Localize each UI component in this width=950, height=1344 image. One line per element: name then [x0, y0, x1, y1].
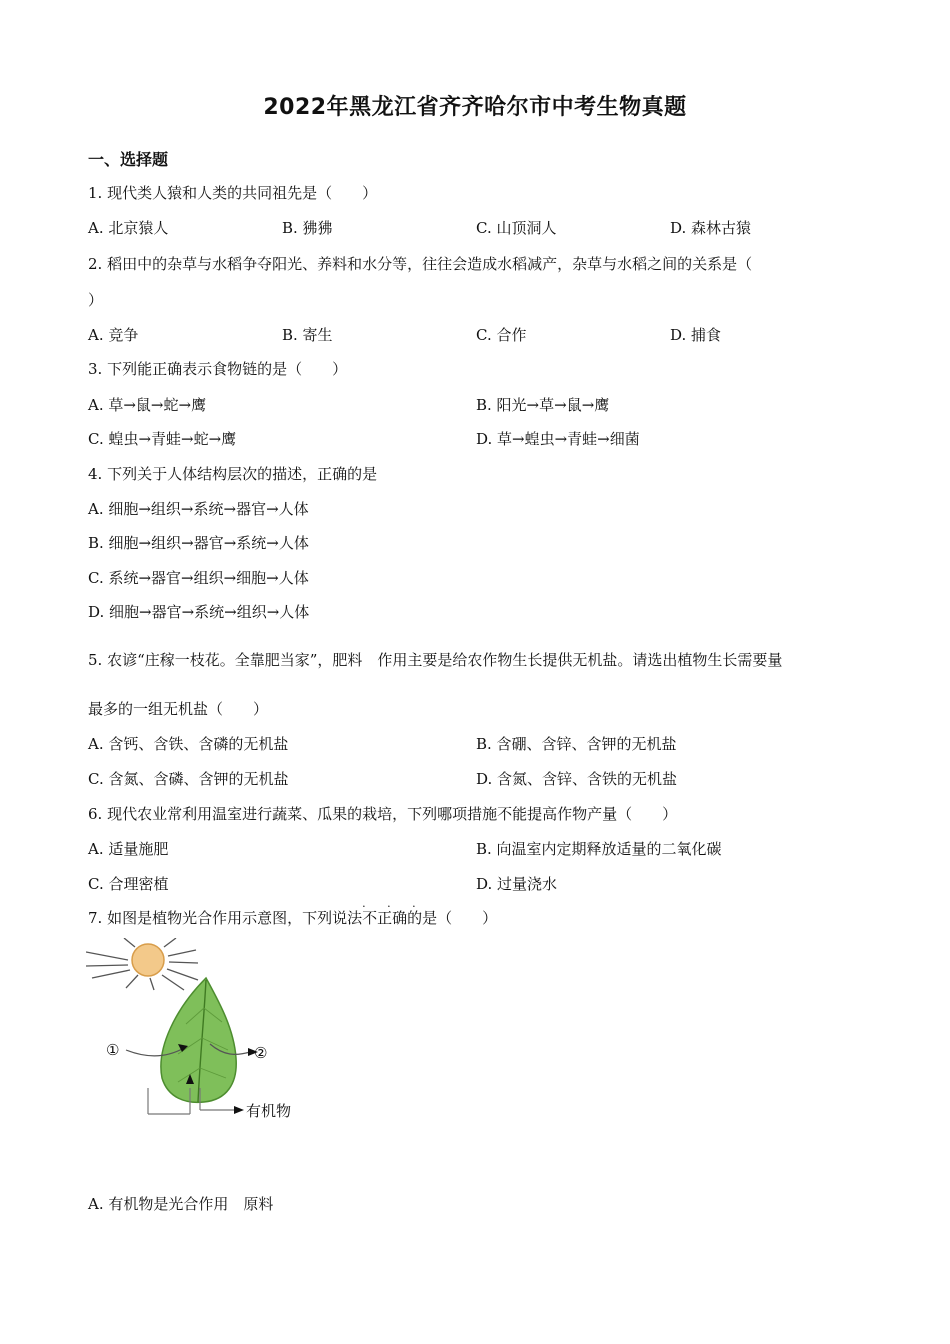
- question-4-option-b: B. 细胞→组织→器官→系统→人体: [88, 534, 309, 552]
- question-5-option-b: B. 含硼、含锌、含钾的无机盐: [476, 735, 677, 753]
- question-1-option-c: C. 山顶洞人: [476, 219, 557, 237]
- question-2-option-a: A. 竞争: [88, 326, 139, 344]
- question-4-option-a: A. 细胞→组织→系统→器官→人体: [88, 500, 309, 518]
- photosynthesis-figure: [86, 938, 316, 1128]
- question-2-option-d: D. 捕食: [670, 326, 722, 344]
- question-3-option-c: C. 蝗虫→青蛙→蛇→鹰: [88, 430, 237, 448]
- question-7-stem-after: 的是（ ）: [407, 909, 498, 927]
- section-title: 一、选择题: [88, 150, 169, 169]
- question-6-option-b: B. 向温室内定期释放适量的二氧化碳: [476, 840, 722, 858]
- question-1-option-b: B. 狒狒: [282, 219, 333, 237]
- question-7-option-a: A. 有机物是光合作用 原料: [88, 1195, 274, 1213]
- question-6-option-a: A. 适量施肥: [88, 840, 169, 858]
- question-4-option-c: C. 系统→器官→组织→细胞→人体: [88, 569, 309, 587]
- emphasis-dotted-text: [362, 900, 425, 928]
- label-2: ②: [254, 1044, 268, 1062]
- question-4-stem: 4. 下列关于人体结构层次的描述，正确的是: [88, 465, 378, 483]
- question-3-stem: 3. 下列能正确表示食物链的是（ ）: [88, 360, 348, 378]
- question-5-option-c: C. 含氮、含磷、含钾的无机盐: [88, 770, 289, 788]
- page-title: 2022年黑龙江省齐齐哈尔市中考生物真题: [263, 95, 687, 120]
- emphasis-dots: · · ·: [362, 900, 425, 913]
- question-5-option-a: A. 含钙、含铁、含磷的无机盐: [88, 735, 289, 753]
- question-7-stem-emph: 不正确: [362, 909, 408, 927]
- question-4-option-d: D. 细胞→器官→系统→组织→人体: [88, 603, 310, 621]
- question-1-option-a: A. 北京猿人: [88, 219, 169, 237]
- question-6-option-d: D. 过量浇水: [476, 875, 558, 893]
- label-1: ①: [106, 1041, 120, 1059]
- label-organic-matter: 有机物: [246, 1102, 292, 1120]
- question-3-option-b: B. 阳光→草→鼠→鹰: [476, 396, 610, 414]
- question-7-stem-before: 7. 如图是植物光合作用示意图，下列说法: [88, 909, 363, 927]
- question-2-stem: 2. 稻田中的杂草与水稻争夺阳光、养料和水分等，往往会造成水稻减产，杂草与水稻之间的关系是（: [88, 255, 753, 273]
- question-2-stem-cont: ）: [88, 291, 104, 309]
- question-2-option-c: C. 合作: [476, 326, 527, 344]
- question-5-stem-cont: 最多的一组无机盐（ ）: [88, 700, 269, 718]
- question-5-stem: 5. 农谚“庄稼一枝花。全靠肥当家”，肥料 作用主要是给农作物生长提供无机盐。请选出植物生长需要量: [88, 651, 783, 669]
- question-1-stem: 1. 现代类人猿和人类的共同祖先是（ ）: [88, 184, 378, 202]
- question-3-option-a: A. 草→鼠→蛇→鹰: [88, 396, 207, 414]
- question-7-stem: [88, 900, 498, 928]
- question-2-option-b: B. 寄生: [282, 326, 333, 344]
- sun-icon: [132, 944, 164, 976]
- right-arrow-icon: [234, 1106, 244, 1114]
- question-5-option-d: D. 含氮、含锌、含铁的无机盐: [476, 770, 678, 788]
- question-6-option-c: C. 合理密植: [88, 875, 169, 893]
- question-6-stem: 6. 现代农业常利用温室进行蔬菜、瓜果的栽培，下列哪项措施不能提高作物产量（ ）: [88, 805, 678, 823]
- question-3-option-d: D. 草→蝗虫→青蛙→细菌: [476, 430, 640, 448]
- question-1-option-d: D. 森林古猿: [670, 219, 752, 237]
